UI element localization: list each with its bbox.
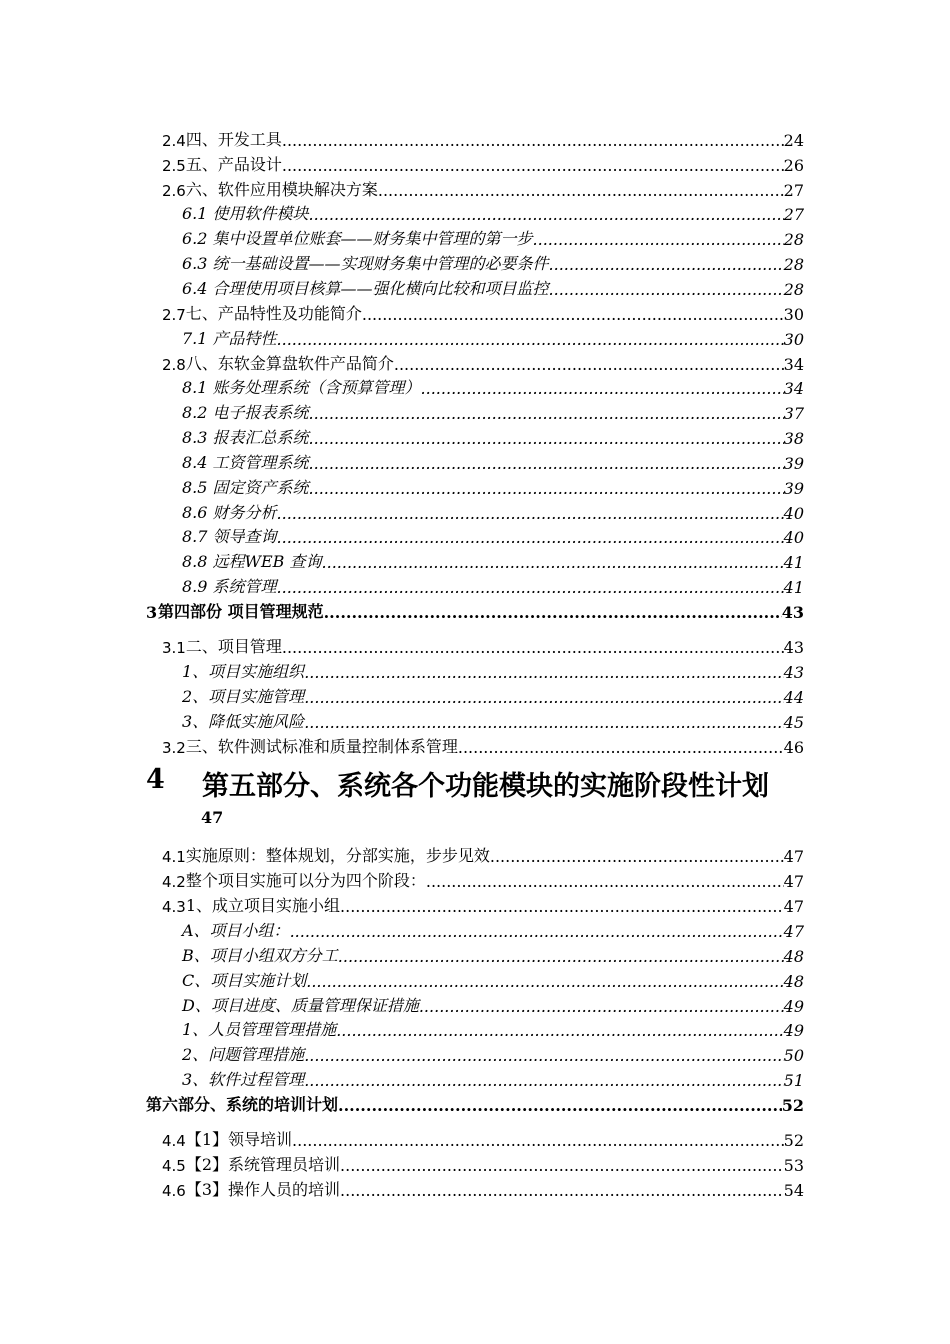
toc-entry[interactable] (182, 967, 804, 991)
toc-entry[interactable] (146, 1091, 804, 1115)
toc-entry-title: 8.2 电子报表系统 (182, 403, 309, 422)
toc-entry-page: 46 (783, 738, 804, 757)
toc-entry-title: 7.1 产品特性 (182, 329, 277, 348)
toc-entry-title: 6.1 使用软件模块 (182, 204, 309, 223)
toc-entry-title: 第六部分、系统的培训计划 (146, 1095, 339, 1114)
toc-entry-page: 45 (783, 713, 804, 732)
toc-entry[interactable] (182, 1041, 804, 1065)
toc-entry-page: 53 (783, 1156, 804, 1175)
toc-entry-page: 28 (783, 230, 804, 249)
toc-leader-dots (304, 663, 783, 682)
toc-entry-title: 8.7 领导查询 (182, 527, 277, 546)
toc-leader-dots (394, 355, 784, 374)
toc-entry-title: 3、降低实施风险 (182, 712, 305, 731)
toc-entry-title: 【3】操作人员的培训 (185, 1180, 341, 1199)
toc-leader-dots (549, 255, 784, 274)
toc-entry-page: 27 (783, 205, 804, 224)
toc-entry-title: 七、产品特性及功能简介 (185, 304, 362, 323)
toc-entry-title: 8.8 远程WEB 查询 (182, 552, 322, 571)
toc-leader-dots (340, 1181, 784, 1200)
toc-entry[interactable] (162, 151, 804, 175)
toc-entry-page: 30 (783, 305, 804, 324)
toc-entry-title: 【2】系统管理员培训 (185, 1155, 341, 1174)
toc-entry-page: 34 (783, 379, 804, 398)
toc-entry[interactable] (182, 708, 804, 732)
toc-leader-dots (282, 638, 784, 657)
toc-leader-dots (292, 1131, 784, 1150)
toc-entry-page: 28 (783, 280, 804, 299)
toc-entry-page: 47 (783, 897, 804, 916)
toc-entry-page: 24 (783, 131, 804, 150)
toc-entry-page: 28 (783, 255, 804, 274)
toc-entry-page: 43 (781, 603, 804, 622)
toc-entry[interactable] (162, 842, 804, 866)
toc-leader-dots (306, 972, 783, 991)
toc-entry-title: 整个项目实施可以分为四个阶段： (185, 871, 426, 890)
toc-leader-dots (340, 897, 784, 916)
toc-entry[interactable] (182, 499, 804, 523)
toc-entry-title: 6.4 合理使用项目核算——强化横向比较和项目监控 (182, 279, 549, 298)
toc-entry-title: 8.4 工资管理系统 (182, 453, 309, 472)
toc-entry-page: 49 (783, 997, 804, 1016)
toc-entry[interactable] (182, 1066, 804, 1090)
toc-entry-page: 37 (783, 404, 804, 423)
toc-entry-number: 3 (146, 603, 158, 622)
toc-entry-number: 4.3 (162, 898, 186, 916)
toc-entry-title: 6.2 集中设置单位账套——财务集中管理的第一步 (182, 229, 533, 248)
toc-leader-dots (458, 738, 784, 757)
toc-leader-dots (336, 1021, 783, 1040)
toc-entry-number: 4.6 (162, 1182, 186, 1200)
toc-entry[interactable] (182, 573, 804, 597)
toc-entry-number: 3.1 (162, 639, 186, 657)
toc-entry[interactable] (182, 200, 804, 224)
toc-entry[interactable] (182, 225, 804, 249)
toc-entry-title: 第四部份 项目管理规范 (158, 602, 324, 621)
toc-leader-dots (277, 528, 784, 547)
toc-entry-page: 48 (783, 947, 804, 966)
toc-leader-dots (282, 131, 784, 150)
toc-entry-page: 43 (783, 638, 804, 657)
toc-entry-page: 40 (783, 504, 804, 523)
toc-entry-title: 6.3 统一基础设置——实现财务集中管理的必要条件 (182, 254, 549, 273)
toc-entry-title: C、项目实施计划 (182, 971, 307, 990)
toc-entry-number: 4.4 (162, 1132, 186, 1150)
toc-leader-dots (277, 330, 784, 349)
toc-entry[interactable] (162, 1176, 804, 1200)
toc-entry[interactable] (182, 250, 804, 274)
toc-entry[interactable] (146, 598, 804, 622)
toc-entry-number: 4.5 (162, 1157, 186, 1175)
toc-leader-dots (322, 553, 784, 572)
toc-entry-title: B、项目小组双方分工 (182, 946, 338, 965)
toc-entry-title: 二、项目管理 (185, 637, 282, 656)
toc-entry-title: 【1】领导培训 (185, 1130, 293, 1149)
toc-entry-title: 1、成立项目实施小组 (185, 896, 341, 915)
toc-entry[interactable] (182, 992, 804, 1016)
toc-entry-title: 8.1 账务处理系统（含预算管理） (182, 378, 421, 397)
toc-entry-title: 3、软件过程管理 (182, 1070, 305, 1089)
toc-heading-level-1[interactable] (146, 764, 769, 803)
toc-entry-title: 六、软件应用模块解决方案 (185, 180, 378, 199)
toc-heading-number: 4 (146, 764, 165, 795)
toc-entry[interactable] (162, 892, 804, 916)
toc-leader-dots (282, 156, 784, 175)
toc-entry[interactable] (182, 275, 804, 299)
toc-entry-page: 52 (783, 1131, 804, 1150)
toc-entry[interactable] (182, 942, 804, 966)
toc-entry-title: A、项目小组： (182, 921, 290, 940)
toc-entry-title: 8.5 固定资产系统 (182, 478, 309, 497)
toc-leader-dots (309, 454, 784, 473)
toc-entry-page: 47 (783, 847, 804, 866)
toc-entry[interactable] (162, 1151, 804, 1175)
toc-entry-title: D、项目进度、质量管理保证措施 (182, 996, 419, 1015)
toc-leader-dots (362, 305, 784, 324)
toc-entry[interactable] (162, 633, 804, 657)
toc-entry-page: 40 (783, 528, 804, 547)
toc-entry-number: 2.4 (162, 132, 186, 150)
toc-entry-page: 54 (783, 1181, 804, 1200)
toc-entry-title: 8.3 报表汇总系统 (182, 428, 309, 447)
toc-entry-page: 48 (783, 972, 804, 991)
toc-entry-number: 2.6 (162, 182, 186, 200)
toc-entry[interactable] (182, 683, 804, 707)
toc-leader-dots (304, 1046, 783, 1065)
toc-entry-page: 43 (783, 663, 804, 682)
toc-entry[interactable] (162, 300, 804, 324)
toc-leader-dots (309, 404, 784, 423)
toc-leader-dots (290, 922, 784, 941)
toc-entry[interactable] (182, 548, 804, 572)
toc-entry[interactable] (182, 658, 804, 682)
toc-entry-title: 三、软件测试标准和质量控制体系管理 (185, 737, 458, 756)
toc-entry[interactable] (182, 474, 804, 498)
toc-heading-page: 47 (201, 808, 224, 827)
toc-leader-dots (340, 1156, 784, 1175)
toc-entry-page: 38 (783, 429, 804, 448)
toc-leader-dots (426, 872, 784, 891)
toc-entry-title: 8.9 系统管理 (182, 577, 277, 596)
toc-entry[interactable] (162, 176, 804, 200)
toc-entry[interactable] (162, 733, 804, 757)
toc-leader-dots (309, 205, 784, 224)
toc-leader-dots (277, 504, 784, 523)
toc-entry-title: 1、项目实施组织 (182, 662, 305, 681)
toc-leader-dots (277, 578, 784, 597)
toc-entry-title: 1、人员管理管理措施 (182, 1020, 337, 1039)
toc-entry[interactable] (162, 350, 804, 374)
toc-entry-number: 2.5 (162, 157, 186, 175)
toc-entry-page: 34 (783, 355, 804, 374)
toc-entry-title: 2、项目实施管理 (182, 687, 305, 706)
toc-entry-page: 52 (781, 1096, 804, 1115)
toc-entry-title: 2、问题管理措施 (182, 1045, 305, 1064)
toc-entry-title: 8.6 财务分析 (182, 503, 277, 522)
toc-leader-dots (304, 1071, 783, 1090)
toc-entry[interactable] (182, 917, 804, 941)
toc-leader-dots (304, 688, 783, 707)
toc-entry-page: 44 (783, 688, 804, 707)
toc-leader-dots (490, 847, 784, 866)
toc-entry[interactable] (162, 867, 804, 891)
toc-entry-page: 51 (783, 1071, 804, 1090)
toc-leader-dots (421, 379, 784, 398)
toc-entry-page: 47 (783, 922, 804, 941)
toc-entry-page: 27 (783, 181, 804, 200)
toc-entry-page: 47 (783, 872, 804, 891)
toc-entry[interactable] (182, 374, 804, 398)
toc-entry-title: 四、开发工具 (185, 130, 282, 149)
toc-leader-dots (549, 280, 784, 299)
toc-entry-page: 30 (783, 330, 804, 349)
toc-entry-number: 4.2 (162, 873, 186, 891)
toc-entry[interactable] (162, 1126, 804, 1150)
toc-entry-title: 实施原则：整体规划，分部实施，步步见效 (185, 846, 490, 865)
toc-entry-page: 39 (783, 454, 804, 473)
toc-entry-number: 4.1 (162, 848, 186, 866)
toc-entry-page: 50 (783, 1046, 804, 1065)
toc-entry[interactable] (182, 523, 804, 547)
toc-entry[interactable] (182, 1016, 804, 1040)
toc-leader-dots (338, 947, 784, 966)
toc-entry[interactable] (182, 399, 804, 423)
toc-leader-dots (324, 603, 782, 622)
toc-leader-dots (304, 713, 783, 732)
toc-entry-page: 41 (783, 553, 804, 572)
toc-entry-number: 2.7 (162, 306, 186, 324)
toc-entry-page: 26 (783, 156, 804, 175)
toc-leader-dots (419, 997, 784, 1016)
toc-entry-title: 五、产品设计 (185, 155, 282, 174)
toc-leader-dots (338, 1096, 782, 1115)
toc-leader-dots (378, 181, 784, 200)
toc-entry-title: 八、东软金算盘软件产品简介 (185, 354, 394, 373)
toc-entry[interactable] (182, 424, 804, 448)
toc-entry-page: 39 (783, 479, 804, 498)
toc-leader-dots (309, 479, 784, 498)
toc-leader-dots (309, 429, 784, 448)
toc-leader-dots (533, 230, 784, 249)
toc-entry-page: 41 (783, 578, 804, 597)
toc-entry[interactable] (182, 325, 804, 349)
toc-entry[interactable] (162, 126, 804, 150)
toc-entry-page: 49 (783, 1021, 804, 1040)
toc-entry-number: 2.8 (162, 356, 186, 374)
toc-entry-number: 3.2 (162, 739, 186, 757)
toc-heading-title: 第五部分、系统各个功能模块的实施阶段性计划 (202, 771, 769, 802)
toc-entry[interactable] (182, 449, 804, 473)
